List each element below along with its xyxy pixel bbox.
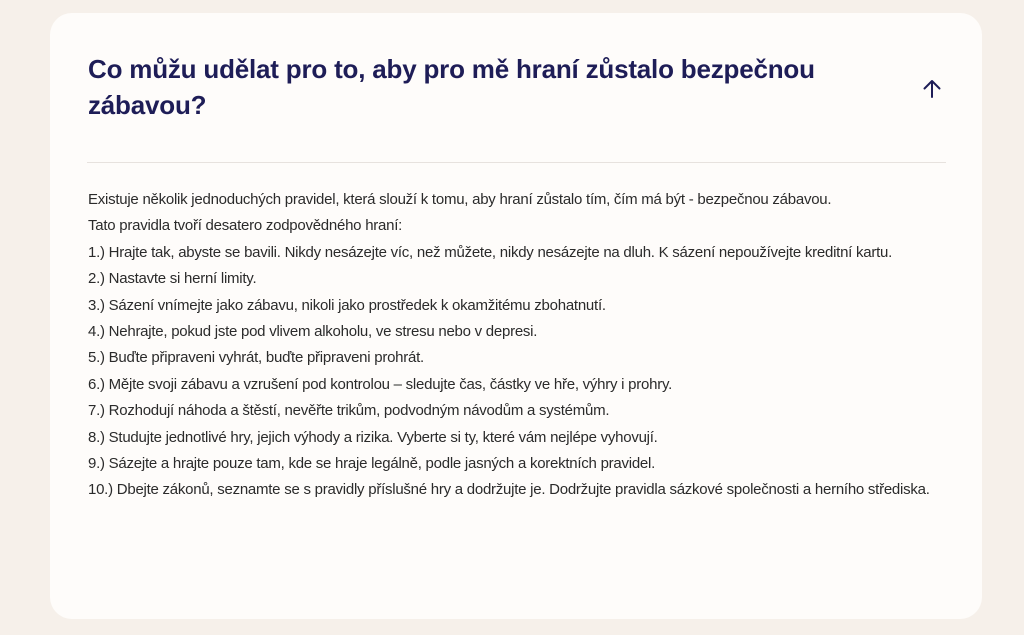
intro-line: Existuje několik jednoduchých pravidel, která slouží k tomu, aby hraní zůstalo tím, čím má být - bezpečnou zábavou. bbox=[88, 191, 832, 208]
rule-item: 8.) Studujte jednotlivé hry, jejich výhody a rizika. Vyberte si ty, které vám nejlépe vyhovují. bbox=[88, 428, 658, 446]
faq-card bbox=[50, 13, 982, 619]
arrow-up-icon bbox=[921, 78, 943, 100]
faq-answer bbox=[88, 187, 950, 504]
rule-item: 5.) Buďte připraveni vyhrát, buďte připraveni prohrát. bbox=[88, 349, 424, 367]
rule-item: 3.) Sázení vnímejte jako zábavu, nikoli jako prostředek k okamžitému zbohatnutí. bbox=[88, 296, 606, 314]
intro-line: Tato pravidla tvoří desatero zodpovědného hraní: bbox=[88, 217, 403, 235]
faq-header[interactable] bbox=[88, 51, 946, 161]
rule-item: 4.) Nehrajte, pokud jste pod vlivem alkoholu, ve stresu nebo v depresi. bbox=[88, 323, 538, 341]
rule-item: 2.) Nastavte si herní limity. bbox=[88, 270, 257, 288]
rule-item: 6.) Mějte svoji zábavu a vzrušení pod kontrolou – sledujte čas, částky ve hře, výhry i prohry. bbox=[88, 375, 672, 393]
rule-item: 9.) Sázejte a hrajte pouze tam, kde se hraje legálně, podle jasných a korektních pravidel. bbox=[88, 455, 656, 473]
rule-item: 7.) Rozhodují náhoda a štěstí, nevěřte trikům, podvodným návodům a systémům. bbox=[88, 402, 610, 420]
header-divider bbox=[87, 162, 946, 163]
faq-question-title[interactable]: Co můžu udělat pro to, aby pro mě hraní zůstalo bezpečnou zábavou? bbox=[88, 54, 815, 120]
collapse-toggle-button[interactable] bbox=[918, 75, 946, 103]
rule-item: 10.) Dbejte zákonů, seznamte se s pravidly příslušné hry a dodržujte je. Dodržujte pravidla sázkové společnosti a herního střediska. bbox=[88, 481, 930, 499]
rule-item: 1.) Hrajte tak, abyste se bavili. Nikdy nesázejte víc, než můžete, nikdy nesázejte na dluh. K sázení nepoužívejte kreditní kartu. bbox=[88, 243, 893, 261]
